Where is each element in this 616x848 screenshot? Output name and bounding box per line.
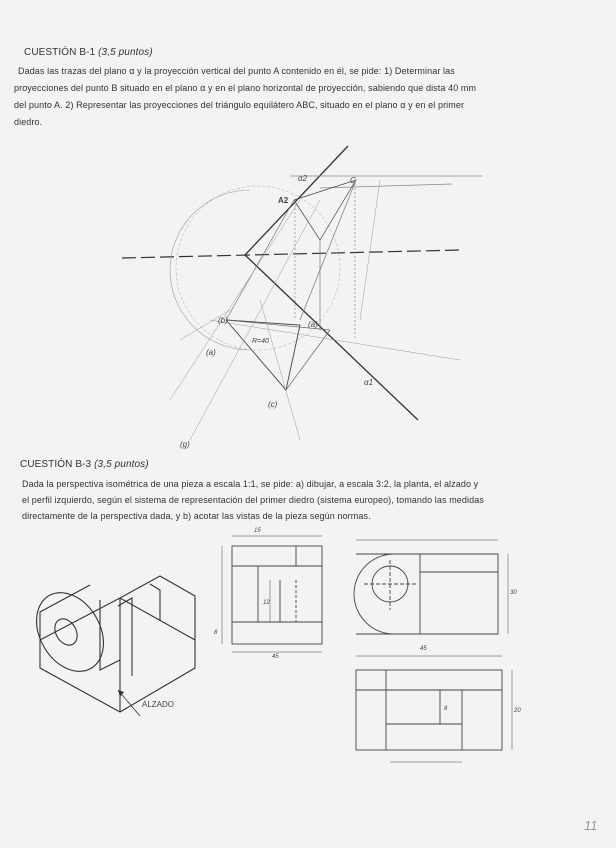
label-a1b: (a) bbox=[308, 320, 318, 329]
question-2-line-2: el perfil izquierdo, según el sistema de representación del primer diedro (sistema europeo), tomando las medidas bbox=[22, 495, 484, 505]
question-1-line-3: del punto A. 2) Representar las proyecciones del triángulo equilátero ABC, situado en el plano α y en el primer bbox=[14, 100, 465, 110]
label-C: C bbox=[350, 176, 356, 185]
question-2-points: (3,5 puntos) bbox=[94, 459, 149, 470]
question-2-line-3: directamente de la perspectiva dada, y b) acotar las vistas de la pieza según normas. bbox=[22, 511, 371, 521]
question-1-line-1: Dadas las trazas del plano α y la proyección vertical del punto A contenido en él, se pide: 1) Determinar las bbox=[18, 66, 455, 76]
question-2-line-1: Dada la perspectiva isométrica de una pieza a escala 1:1, se pide: a) dibujar, a escala 3:2, la planta, el alzado y bbox=[22, 479, 479, 489]
dim-side-right: 30 bbox=[510, 590, 517, 596]
dim-front-top: 15 bbox=[254, 528, 261, 534]
plan-view bbox=[356, 656, 512, 762]
label-radius: R=40 bbox=[252, 338, 269, 345]
label-alpha1: α1 bbox=[364, 378, 374, 387]
front-view bbox=[222, 536, 322, 652]
dim-plan-inner: 8 bbox=[444, 706, 448, 712]
dim-front-left: 8 bbox=[214, 630, 218, 636]
question-1-points: (3,5 puntos) bbox=[98, 47, 153, 58]
label-g: (g) bbox=[180, 440, 190, 449]
alzado-label: ALZADO bbox=[142, 700, 175, 709]
question-1-line-2: proyecciones del punto B situado en el plano α y en el plano horizontal de proyección, sabiendo que dista 40 mm bbox=[14, 83, 477, 93]
label-alpha2: α2 bbox=[298, 174, 308, 183]
question-1-line-4: diedro. bbox=[14, 117, 43, 127]
label-b1: (b) bbox=[218, 316, 228, 325]
dim-front-bottom: 45 bbox=[272, 654, 279, 660]
label-A2: A2 bbox=[278, 196, 289, 205]
label-a1: (a) bbox=[206, 348, 216, 357]
isometric-piece bbox=[23, 576, 195, 712]
side-view bbox=[354, 540, 508, 634]
page-number: 11 bbox=[584, 818, 598, 833]
label-c1: (c) bbox=[268, 400, 278, 409]
dim-plan-right: 20 bbox=[514, 708, 521, 714]
question-2-title: CUESTIÓN B-3 bbox=[20, 459, 92, 470]
dim-plan-top: 45 bbox=[420, 646, 427, 652]
dim-front-inner: 12 bbox=[263, 600, 270, 606]
question-1-title: CUESTIÓN B-1 bbox=[24, 47, 96, 58]
